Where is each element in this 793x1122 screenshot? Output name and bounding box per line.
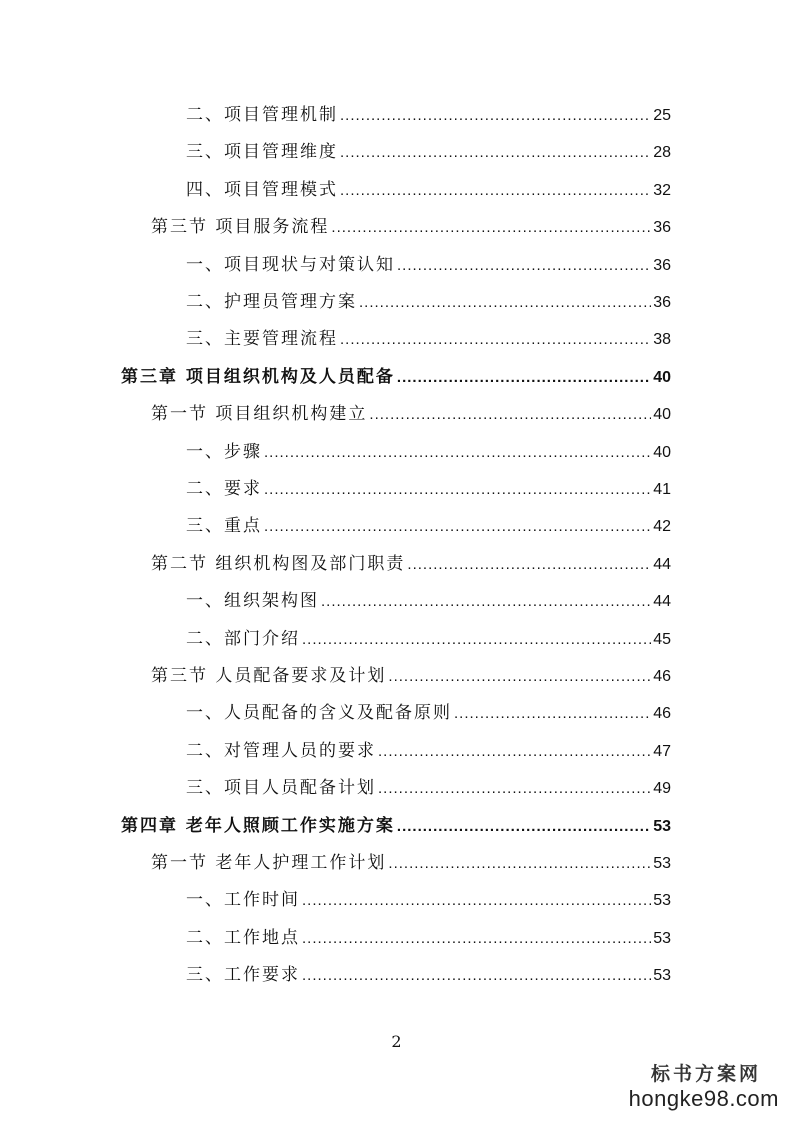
toc-item[interactable] [186, 100, 671, 130]
toc-entry-page: 53 [653, 817, 671, 835]
toc-section[interactable] [151, 661, 671, 691]
toc-entry-title: 一、工作时间 [186, 890, 300, 911]
toc-entry-page: 53 [653, 855, 671, 872]
toc-entry-page: 40 [653, 406, 671, 424]
toc-dot-leader [264, 512, 651, 542]
toc-dot-leader [340, 176, 651, 206]
toc-section[interactable] [151, 848, 671, 878]
toc-item[interactable] [186, 287, 671, 317]
toc-entry-page: 41 [653, 481, 671, 498]
toc-entry-page: 45 [653, 630, 671, 648]
toc-entry-page: 53 [653, 929, 671, 947]
toc-entry-page: 38 [653, 331, 671, 349]
toc-entry-page: 44 [653, 555, 671, 573]
toc-entry-page: 36 [653, 294, 671, 311]
toc-item[interactable] [186, 885, 671, 915]
toc-entry-page: 40 [653, 368, 671, 386]
toc-item[interactable] [186, 137, 671, 167]
toc-item[interactable] [186, 474, 671, 504]
toc-entry-title: 三、项目管理维度 [186, 142, 338, 163]
toc-item[interactable] [186, 960, 671, 990]
toc-dot-leader [359, 288, 651, 318]
toc-section[interactable] [151, 399, 671, 429]
toc-entry-page: 40 [653, 443, 671, 461]
toc-dot-leader [378, 737, 651, 767]
toc-chapter[interactable] [121, 811, 671, 841]
toc-entry-title: 四、项目管理模式 [186, 179, 338, 200]
toc-item[interactable] [186, 698, 671, 728]
toc-dot-leader [331, 213, 651, 243]
toc-dot-leader [369, 400, 651, 430]
toc-dot-leader [321, 587, 651, 617]
toc-entry-title: 三、项目人员配备计划 [186, 778, 376, 799]
page-number: 2 [391, 1032, 402, 1051]
toc-dot-leader [388, 849, 651, 879]
toc-dot-leader [407, 550, 651, 580]
toc-entry-title: 第四章 老年人照顾工作实施方案 [121, 815, 395, 836]
toc-item[interactable] [186, 250, 671, 280]
toc-dot-leader [302, 961, 651, 991]
toc-dot-leader [388, 662, 651, 692]
toc-dot-leader [302, 886, 651, 916]
toc-item[interactable] [186, 736, 671, 766]
watermark-url: hongke98.com [628, 1086, 779, 1111]
toc-item[interactable] [186, 624, 671, 654]
toc-dot-leader [302, 625, 651, 655]
toc-entry-page: 25 [653, 107, 671, 124]
toc-entry-title: 二、工作地点 [186, 927, 300, 948]
toc-entry-page: 42 [653, 518, 671, 536]
toc-entry-page: 46 [653, 668, 671, 685]
toc-entry-title: 三、重点 [186, 516, 262, 537]
toc-entry-title: 二、要求 [186, 479, 262, 499]
toc-entry-page: 36 [653, 219, 671, 237]
toc-section[interactable] [151, 549, 671, 579]
toc-dot-leader [397, 363, 651, 393]
toc-dot-leader [454, 699, 651, 729]
toc-entry-title: 一、步骤 [186, 441, 262, 462]
toc-dot-leader [340, 101, 651, 131]
toc-entry-page: 53 [653, 892, 671, 910]
toc-dot-leader [340, 325, 651, 355]
toc-section[interactable] [151, 212, 671, 242]
toc-entry-page: 44 [653, 593, 671, 611]
toc-entry-page: 28 [653, 144, 671, 162]
toc-entry-page: 53 [653, 967, 671, 985]
toc-entry-title: 二、对管理人员的要求 [186, 740, 376, 761]
toc-entry-page: 32 [653, 181, 671, 199]
watermark-name: 标书方案网 [650, 1063, 761, 1085]
toc-entry-title: 第三节 项目服务流程 [151, 217, 330, 238]
toc-item[interactable] [186, 437, 671, 467]
toc-dot-leader [397, 251, 651, 281]
toc-entry-title: 第一节 项目组织机构建立 [151, 404, 368, 425]
toc-entry-title: 第三节 人员配备要求及计划 [151, 666, 387, 686]
toc-entry-title: 第一节 老年人护理工作计划 [151, 853, 387, 873]
toc-dot-leader [397, 812, 651, 842]
toc-entry-page: 49 [653, 780, 671, 798]
toc-entry-page: 47 [653, 742, 671, 760]
toc-item[interactable] [186, 586, 671, 616]
toc-entry-title: 三、主要管理流程 [186, 329, 338, 350]
toc-dot-leader [378, 774, 651, 804]
toc-entry-page: 36 [653, 256, 671, 274]
toc-entry-title: 第三章 项目组织机构及人员配备 [121, 366, 395, 387]
toc-item[interactable] [186, 923, 671, 953]
toc-entry-title: 一、项目现状与对策认知 [186, 254, 395, 275]
toc-item[interactable] [186, 773, 671, 803]
toc-entry-title: 二、部门介绍 [186, 628, 300, 649]
toc-dot-leader [302, 924, 651, 954]
toc-entry-title: 二、项目管理机制 [186, 105, 338, 125]
toc-dot-leader [340, 138, 651, 168]
toc-entry-title: 一、组织架构图 [186, 591, 319, 612]
toc-item[interactable] [186, 175, 671, 205]
toc-entry-title: 一、人员配备的含义及配备原则 [186, 703, 452, 724]
toc-chapter[interactable] [121, 362, 671, 392]
toc-item[interactable] [186, 324, 671, 354]
toc-entry-title: 三、工作要求 [186, 965, 300, 986]
watermark [629, 1059, 779, 1112]
toc-dot-leader [264, 475, 651, 505]
toc-entry-title: 二、护理员管理方案 [186, 292, 357, 312]
toc-dot-leader [264, 438, 651, 468]
toc-item[interactable] [186, 511, 671, 541]
toc-entry-title: 第二节 组织机构图及部门职责 [151, 553, 406, 574]
toc-entry-page: 46 [653, 705, 671, 723]
